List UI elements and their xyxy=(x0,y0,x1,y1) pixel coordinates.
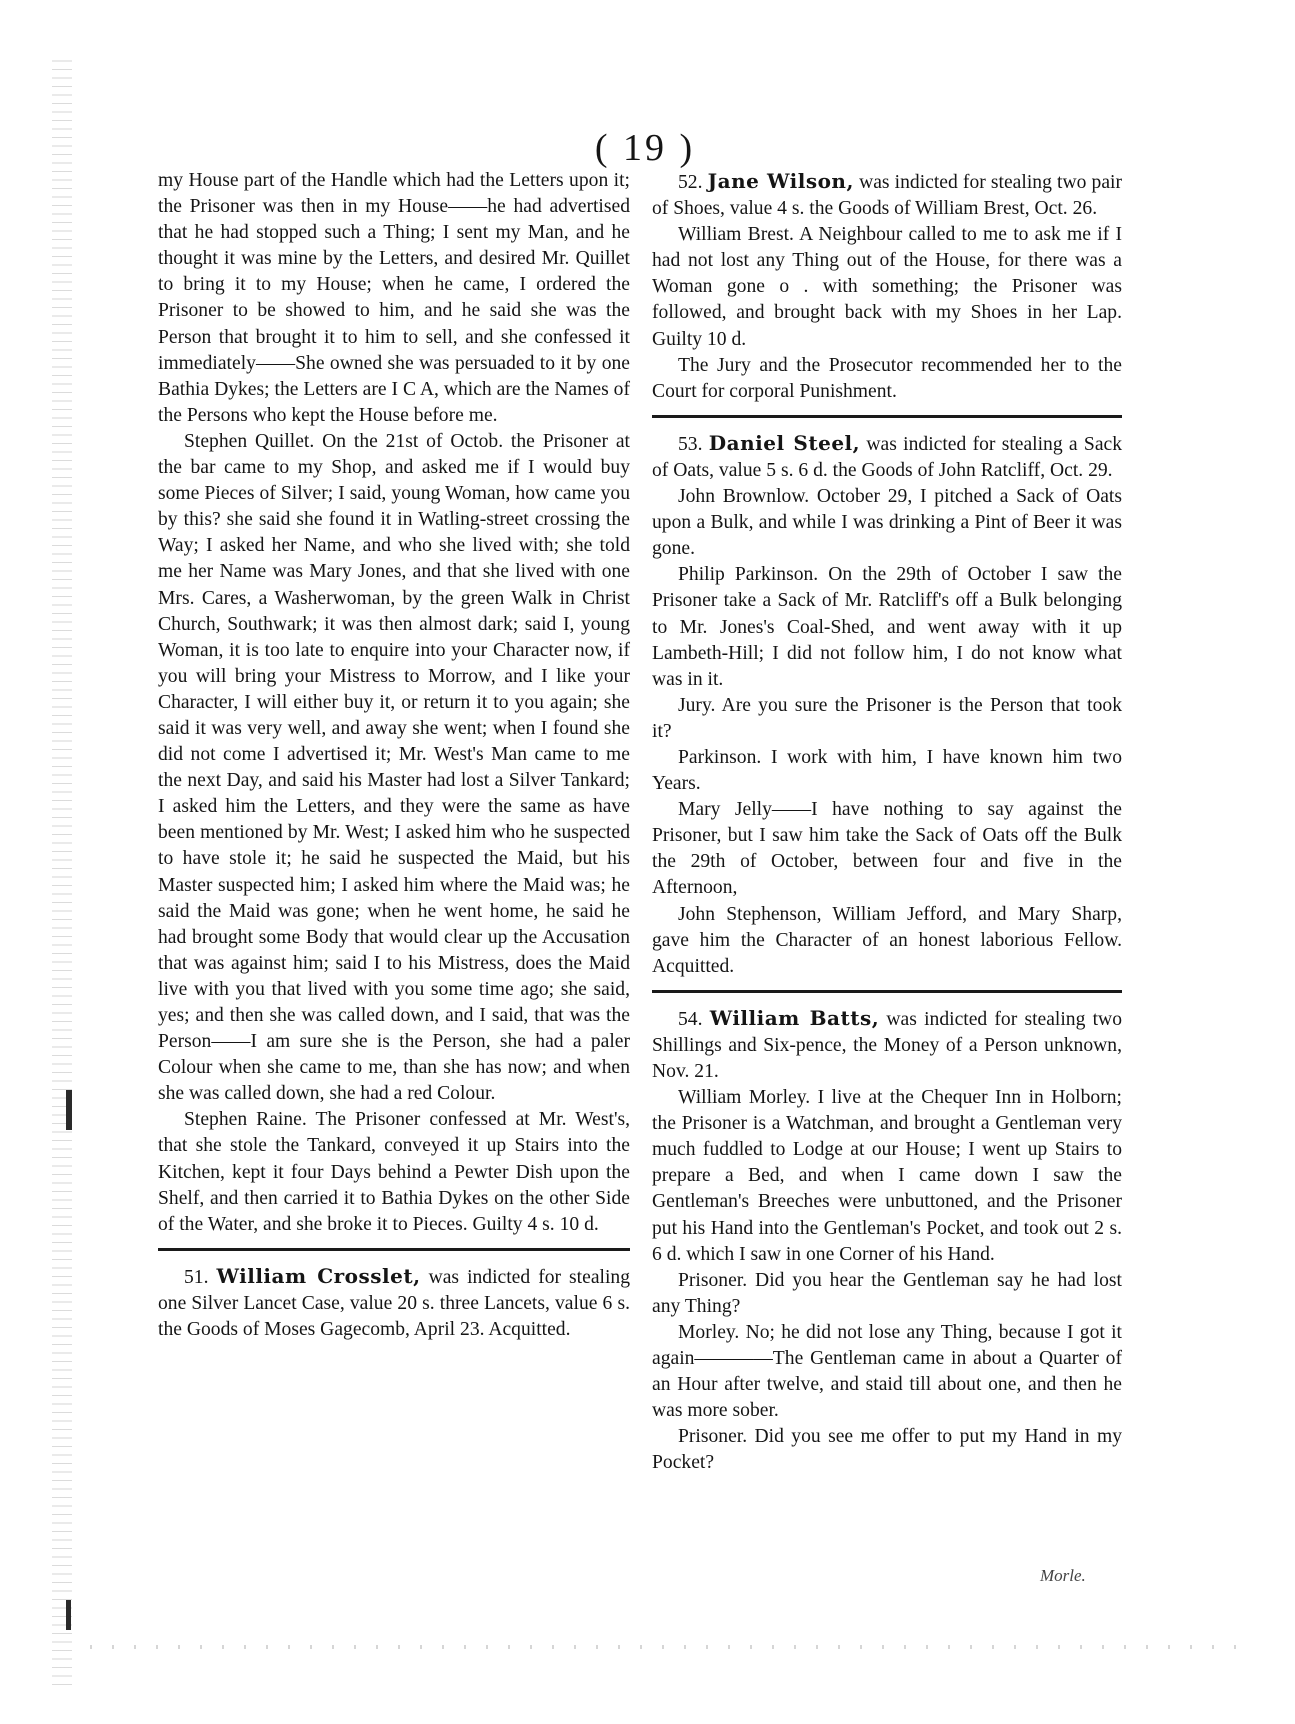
paragraph: Parkinson. I work with him, I have known him two Years. xyxy=(652,746,1122,795)
paragraph: Mary Jelly——I have nothing to say against the Prisoner, but I saw him take the Sack of Oats off the Bulk the 29th of October, between four and five in the Afternoon, xyxy=(652,799,1122,899)
case-entry xyxy=(652,430,1122,484)
case-number: 54. xyxy=(678,1008,703,1030)
paragraph: Morley. No; he did not lose any Thing, because I got it again————The Gentleman came in about a Quarter of an Hour after twelve, and staid till about one, and then he was more sober. xyxy=(652,1321,1122,1422)
scan-noise xyxy=(90,1645,1240,1649)
case-number: 52. xyxy=(678,172,703,193)
right-column xyxy=(652,168,1122,1477)
defendant-name: William Batts, xyxy=(709,1005,880,1030)
paragraph: The Jury and the Prosecutor recommended her to the Court for corporal Punishment. xyxy=(652,354,1122,402)
paragraph: John Stephenson, William Jefford, and Mary Sharp, gave him the Character of an honest laborious Fellow. Acquitted. xyxy=(652,903,1122,977)
defendant-name: Jane Wilson, xyxy=(707,169,854,193)
paragraph: Jury. Are you sure the Prisoner is the Person that took it? xyxy=(652,694,1122,742)
case-entry xyxy=(652,1005,1122,1085)
left-column xyxy=(158,168,630,1343)
defendant-name: Daniel Steel, xyxy=(708,430,861,455)
paragraph: John Brownlow. October 29, I pitched a Sack of Oats upon a Bulk, and while I was drinking a Pint of Beer it was gone. xyxy=(652,486,1122,560)
case-indictment: was indicted for stealing a Sack of Oats, value 5 s. 6 d. the Goods of John Ratcliff, Oct. 29. xyxy=(652,433,1123,481)
defendant-name: William Crosslet, xyxy=(216,1263,421,1288)
case-entry xyxy=(158,1263,630,1343)
section-divider xyxy=(652,990,1122,993)
case-indictment: was indicted for stealing two pair of Shoes, value 4 s. the Goods of William Brest, Oct. 26. xyxy=(652,172,1122,220)
section-divider xyxy=(652,415,1122,418)
paragraph: William Brest. A Neighbour called to me to ask me if I had not lost any Thing out of the House, for there was a Woman gone o . with something; the Prisoner was followed, and brought back with my Shoes in her Lap. Guilty 10 d. xyxy=(652,224,1122,350)
case-entry xyxy=(652,168,1122,222)
catchword: Morle. xyxy=(1040,1566,1086,1585)
paragraph: Stephen Quillet. On the 21st of Octob. the Prisoner at the bar came to my Shop, and asked me if I would buy some Pieces of Silver; I said, young Woman, how came you by this? she said she found it in Watling-street crossing the Way; I asked her Name, and who she lived with; she told me her Name was Mary Jones, and that she lived with one Mrs. Cares, a Washerwoman, by the green Walk in Christ Church, Southwark; it was then almost dark; said I, young Woman, it is too late to enquire into your Character now, if you will bring your Mistress to Morrow, and I like your Character, I will either buy it, or return it to you again; she said it was very well, and away she went; when I found she did not come I advertised it; Mr. West's Man came to me the next Day, and said his Master had lost a Silver Tankard; I asked him the Letters, and they were the same as have been mentioned by Mr. West; I asked him who he suspected to have stole it; he said he suspected the Maid, but his Master suspected him; I asked him where the Maid was; he said the Maid was gone; when he went home, he said he had brought some Body that would clear up the Accusation that was against him; said I to his Mistress, does the Maid live with you that lived with you some time ago; she said, yes; and then she was called down, and I said, that was the Person——I am sure she is the Person, she had a paler Colour when she came to me, than she has now; and when she was called down, she had a red Colour. xyxy=(158,430,630,1105)
paragraph: Prisoner. Did you hear the Gentleman say he had lost any Thing? xyxy=(652,1269,1122,1317)
page-number: ( 19 ) xyxy=(594,127,696,169)
margin-mark xyxy=(66,1090,72,1130)
case-number: 53. xyxy=(678,433,703,455)
paragraph: Philip Parkinson. On the 29th of October I saw the Prisoner take a Sack of Mr. Ratcliff's off a Bulk belonging to Mr. Jones's Coal-Shed, and went away with it up Lambeth-Hill; I did not follow him, I do not know what was in it. xyxy=(652,564,1122,690)
paragraph: Prisoner. Did you see me offer to put my Hand in my Pocket? xyxy=(652,1426,1122,1474)
paragraph: Stephen Raine. The Prisoner confessed at Mr. West's, that she stole the Tankard, conveyed it up Stairs into the Kitchen, kept it four Days behind a Pewter Dish upon the Shelf, and then carried it to Bathia Dykes on the other Side of the Water, and she broke it to Pieces. Guilty 4 s. 10 d. xyxy=(158,1109,630,1235)
section-divider xyxy=(158,1248,630,1251)
paragraph: my House part of the Handle which had the Letters upon it; the Prisoner was then in my House——he had advertised that he had stopped such a Thing; I sent my Man, and he thought it was mine by the Letters, and desired Mr. Quillet to bring it to my House; when he came, I ordered the Prisoner to be showed to him, and he said she was the Person that brought it to him to sell, and she confessed it immediately——She owned she was persuaded to it by one Bathia Dykes; the Letters are I C A, which are the Names of the Persons who kept the House before me. xyxy=(158,170,630,426)
case-number: 51. xyxy=(184,1266,209,1288)
margin-mark xyxy=(66,1600,71,1630)
case-indictment: was indicted for stealing two Shillings and Six-pence, the Money of a Person unknown, Nov. 21. xyxy=(652,1008,1122,1082)
paragraph: William Morley. I live at the Chequer Inn in Holborn; the Prisoner is a Watchman, and brought a Gentleman very much fuddled to Lodge at our House; I went up Stairs to prepare a Bed, and when I came down I saw the Gentleman's Breeches were unbuttoned, and the Prisoner put his Hand into the Gentleman's Pocket, and took out 2 s. 6 d. which I saw in one Corner of his Hand. xyxy=(652,1087,1122,1265)
binding-gutter xyxy=(52,60,72,1690)
case-indictment: was indicted for stealing one Silver Lancet Case, value 20 s. three Lancets, value 6 s. the Goods of Moses Gagecomb, April 23. Acquitted. xyxy=(158,1266,630,1341)
